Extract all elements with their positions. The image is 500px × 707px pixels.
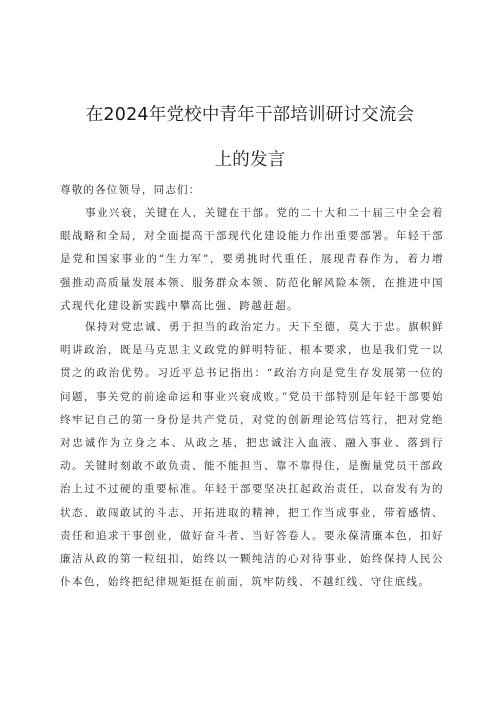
- document-title-continued: 上的发言: [214, 150, 286, 170]
- paragraph-intro: 事业兴衰，关键在人，关键在干部。党的二十大和二十届三中全会着眼战略和全局，对全面提高干部现代化建设能力作出重要部署。年轻干部是党和国家事业的“生力军”，要勇挑时代重任，展现青春作为，着力增强推动高质量发展本领、服务群众本领、防范化解风险本领，在推进中国式现代化建设新实践中攀高比强、跨越赶超。: [60, 207, 444, 312]
- paragraph-political-loyalty: 保持对党忠诚、勇于担当的政治定力。天下至德，莫大于忠。旗帜鲜明讲政治，既是马克思主义政党的鲜明特征、根本要求，也是我们党一以贯之的政治优势。习近平总书记指出：“政治方向是党生存发展第一位的问题，事关党的前途命运和事业兴衰成败。”党员干部特别是年轻干部要始终牢记自己的第一身份是共产党员，对党的创新理论笃信笃行，把对党绝对忠诚作为立身之本、从政之基，把忠诚注入血液、融入事业、落到行动。关键时刻敢不敢负责、能不能担当、靠不靠得住，是衡量党员干部政治上过不过硬的重要标准。年轻干部要坚决扛起政治责任，以奋发有为的状态、敢闯敢试的斗志、开拓进取的精神，把工作当成事业，带着感情、责任和追求干事创业，做好奋斗者、当好答卷人。要永葆清廉本色，扣好廉洁从政的第一粒纽扣，始终以一颗纯洁的心对待事业，始终保持人民公仆本色，始终把纪律规矩挺在前面，筑牢防线、不越红线、守住底线。: [60, 321, 444, 589]
- salutation: 尊敬的各位领导，同志们：: [60, 184, 201, 196]
- document-title: 在2024年党校中青年干部培训研讨交流会: [85, 105, 415, 125]
